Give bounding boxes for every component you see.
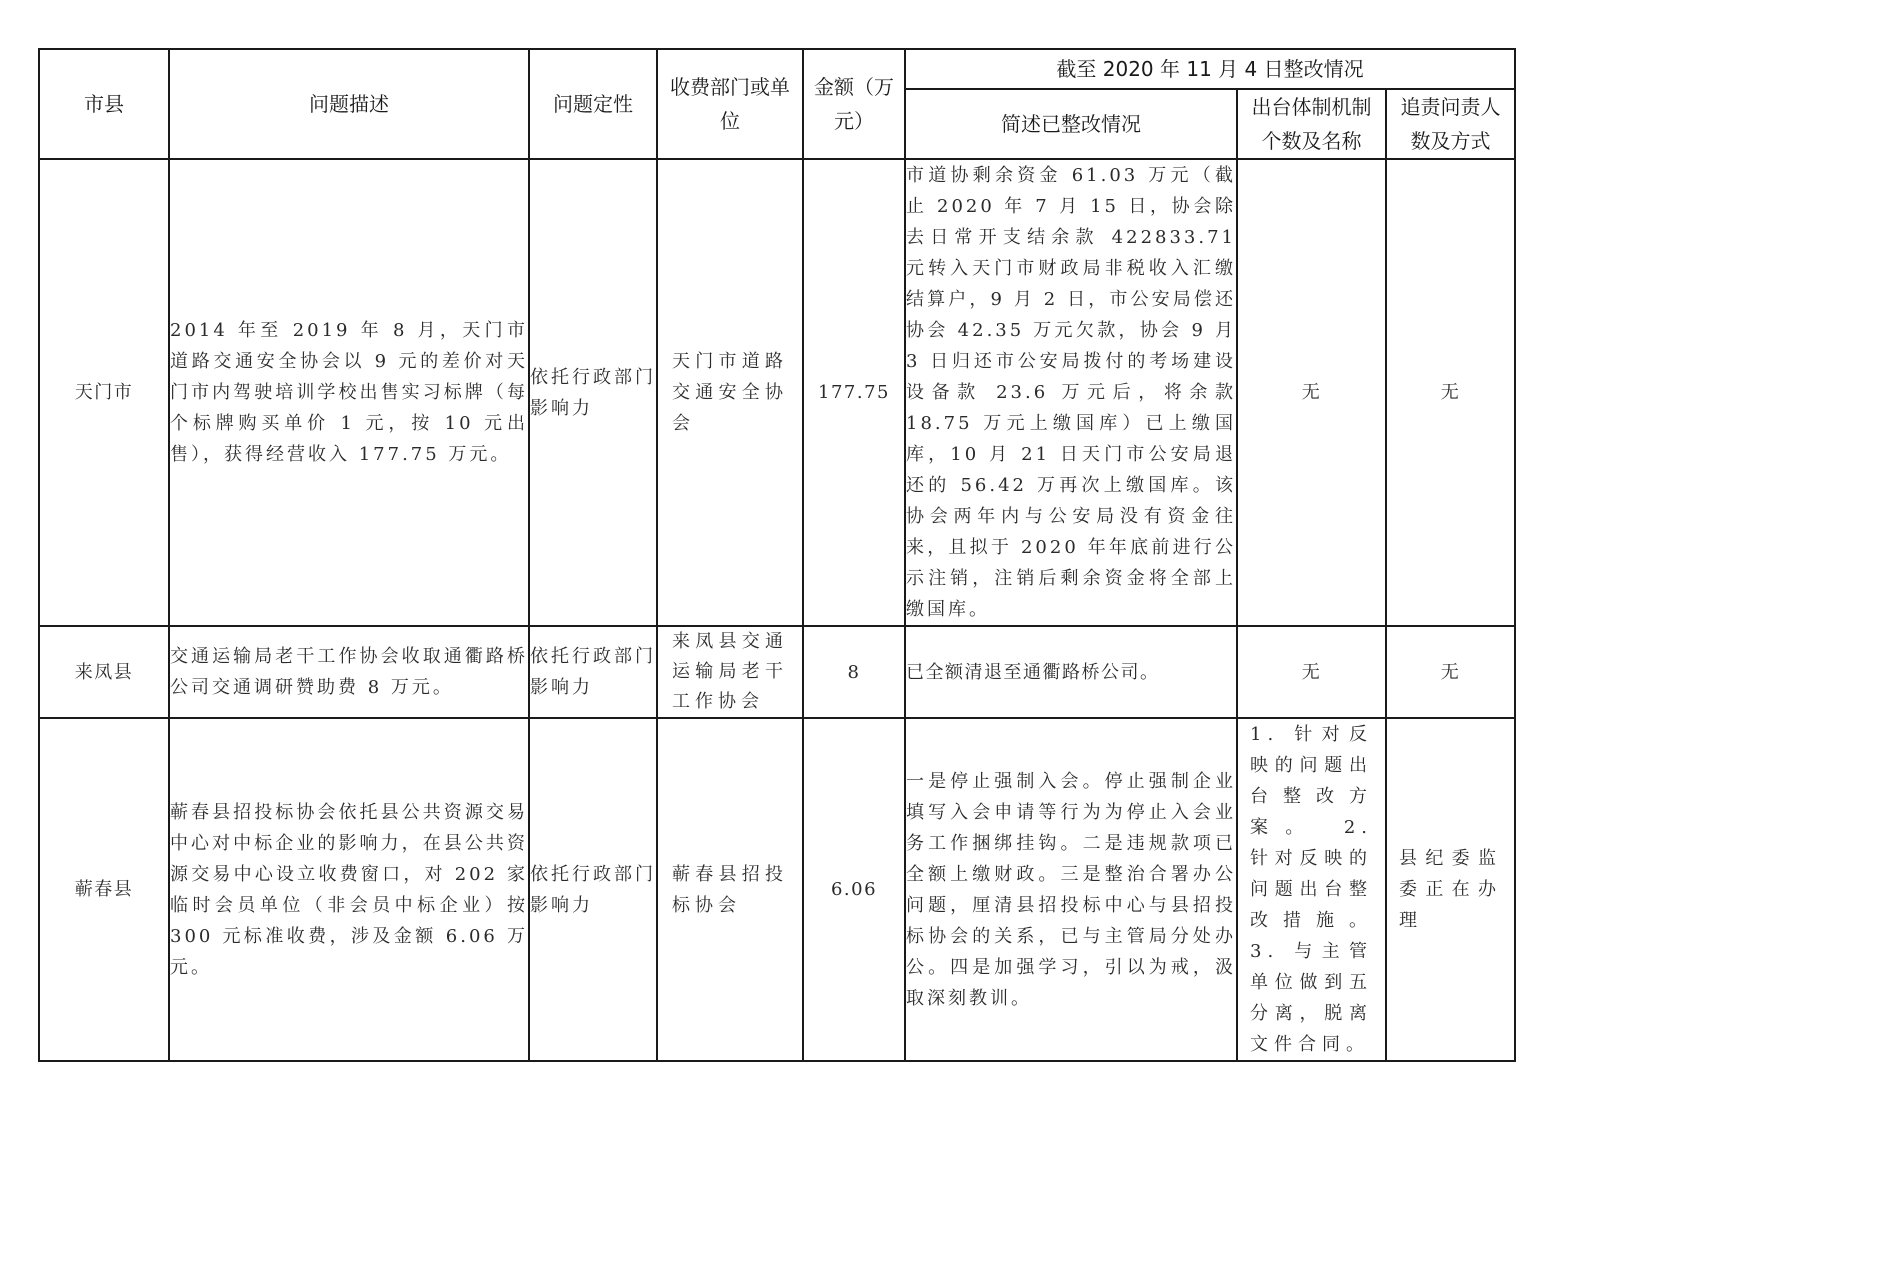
header-mechanism-count: 出台体制机制个数及名称 — [1237, 89, 1386, 159]
row-problem-description: 2014 年至 2019 年 8 月，天门市道路交通安全协会以 9 元的差价对天门市内驾驶培训学校出售实习标牌（每个标牌购买单价 1 元，按 10 元出售），获得经营收入 177.75 万元。 — [169, 159, 529, 626]
row-problem-description: 蕲春县招投标协会依托县公共资源交易中心对中标企业的影响力，在县公共资源交易中心设立收费窗口，对 202 家临时会员单位（非会员中标企业）按 300 元标准收费，涉及金额 6.06 万元。 — [169, 718, 529, 1061]
row-charging-department: 蕲春县招投标协会 — [657, 718, 803, 1061]
row-mechanism: 无 — [1237, 159, 1386, 626]
row-problem-nature: 依托行政部门影响力 — [529, 159, 657, 626]
row-amount: 8 — [803, 626, 905, 718]
row-status-brief: 市道协剩余资金 61.03 万元（截止 2020 年 7 月 15 日，协会除去日常开支结余款 422833.71 元转入天门市财政局非税收入汇缴结算户，9 月 2 日，市公安局偿还协会 42.35 万元欠款，协会 9 月 3 日归还市公安局拨付的考场建设设备款 23.6 万元后，将余款 18.75 万元上缴国库）已上缴国库，10 月 21 日天门市公安局退还的 56.42 万再次上缴国库。该协会两年内与公安局没有资金往来，且拟于 2020 年年底前进行公示注销，注销后剩余资金将全部上缴国库。 — [905, 159, 1237, 626]
header-city: 市县 — [39, 49, 169, 159]
row-problem-nature: 依托行政部门影响力 — [529, 626, 657, 718]
header-status-brief: 简述已整改情况 — [905, 89, 1237, 159]
row-mechanism: 无 — [1237, 626, 1386, 718]
header-charging-department: 收费部门或单位 — [657, 49, 803, 159]
row-amount: 177.75 — [803, 159, 905, 626]
row-accountability: 无 — [1386, 159, 1515, 626]
row-status-brief: 一是停止强制入会。停止强制企业填写入会申请等行为为停止入会业务工作捆绑挂钩。二是违规款项已全额上缴财政。三是整治合署办公问题，厘清县招投标中心与县招投标协会的关系，已与主管局分处办公。四是加强学习，引以为戒，汲取深刻教训。 — [905, 718, 1237, 1061]
header-rectification-status-group: 截至 2020 年 11 月 4 日整改情况 — [905, 49, 1515, 89]
row-city: 来凤县 — [39, 626, 169, 718]
row-problem-description: 交通运输局老干工作协会收取通衢路桥公司交通调研赞助费 8 万元。 — [169, 626, 529, 718]
header-problem-nature: 问题定性 — [529, 49, 657, 159]
table-row — [39, 718, 1515, 1061]
row-mechanism: 1. 针对反映的问题出台整改方案。 2. 针对反映的问题出台整改措施。 3. 与主管单位做到五分离，脱离文件合同。 — [1237, 718, 1386, 1061]
row-amount: 6.06 — [803, 718, 905, 1061]
header-problem-description: 问题描述 — [169, 49, 529, 159]
row-city: 蕲春县 — [39, 718, 169, 1061]
header-accountability: 追责问责人数及方式 — [1386, 89, 1515, 159]
row-problem-nature: 依托行政部门影响力 — [529, 718, 657, 1061]
row-charging-department: 来凤县交通运输局老干工作协会 — [657, 626, 803, 718]
row-accountability: 无 — [1386, 626, 1515, 718]
row-accountability: 县纪委监委正在办理 — [1386, 718, 1515, 1061]
row-city: 天门市 — [39, 159, 169, 626]
row-charging-department: 天门市道路交通安全协会 — [657, 159, 803, 626]
table-row — [39, 159, 1515, 626]
rectification-table — [38, 48, 1516, 1062]
row-status-brief: 已全额清退至通衢路桥公司。 — [905, 626, 1237, 718]
header-amount: 金额（万元） — [803, 49, 905, 159]
table-row — [39, 626, 1515, 718]
